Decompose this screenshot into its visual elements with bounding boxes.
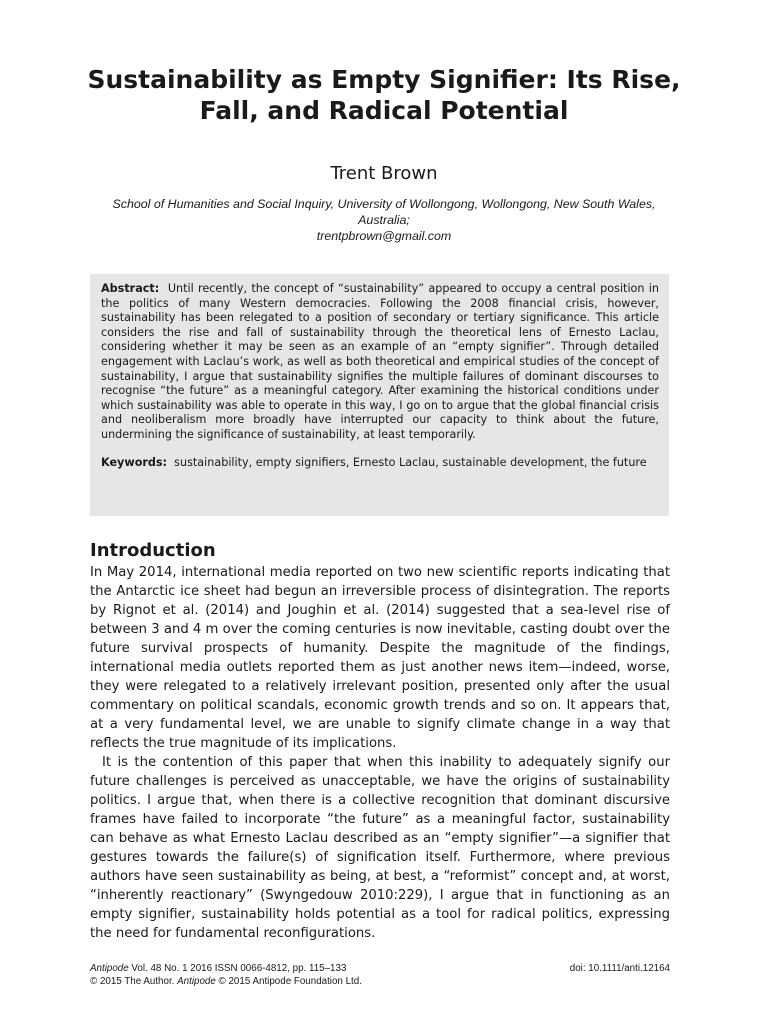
copyright-journal: Antipode <box>177 976 216 987</box>
keywords-text: sustainability, empty signifiers, Ernesto Laclau, sustainable development, the future <box>174 455 647 469</box>
footer-citation-row <box>90 962 670 975</box>
keywords-label: Keywords: <box>101 455 168 469</box>
footer-journal: Antipode <box>90 963 129 974</box>
paper-title: Sustainability as Empty Signifier: Its Rise, Fall, and Radical Potential <box>87 65 681 125</box>
abstract-box <box>90 274 669 516</box>
body-paragraph: It is the contention of this paper that when this inability to adequately signify our future challenges is perceived as unacceptable, we have the origins of sustainability politics. I argue that, when there is a collective recognition that dominant discursive frames have failed to incorporate “the future” as a meaningful factor, sustainability can behave as what Ernesto Laclau described as an “empty signifier”—a signifier that gestures towards the failure(s) of signification itself. Furthermore, where previous authors have seen sustainability as being, at best, a “reformist” concept and, at worst, “inherently reactionary” (Swyngedouw 2010:229), I argue that in functioning as an empty signifier, sustainability holds potential as a tool for radical politics, expressing the need for fundamental reconfigurations. <box>90 755 670 941</box>
author-name: Trent Brown <box>330 163 438 184</box>
footer-copyright <box>90 975 670 988</box>
footer-citation <box>90 962 346 975</box>
body-paragraph: In May 2014, international media reported on two new scientific reports indicating that the Antarctic ice sheet had begun an irreversible process of disintegration. The reports by Rignot et al. (2014) and Joughin et al. (2014) suggested that a sea-level rise of between 3 and 4 m over the coming centuries is now inevitable, casting doubt over the future survival prospects of humanity. Despite the magnitude of the findings, international media outlets reported them as just another news item—indeed, worse, they were relegated to a relatively irrelevant position, presented only after the usual commentary on political scandals, economic growth trends and so on. It appears that, at a very fundamental level, we are unable to signify climate change in a way that reflects the true magnitude of its implications. <box>90 565 670 751</box>
abstract-paragraph <box>101 282 659 443</box>
page-footer <box>90 962 670 988</box>
footer-doi[interactable]: doi: 10.1111/anti.12164 <box>569 963 670 974</box>
footer-volume: Vol. 48 No. 1 2016 ISSN 0066-4812, pp. 115–133 <box>131 963 347 974</box>
affiliation-email[interactable]: trentpbrown@gmail.com <box>316 229 452 243</box>
introduction-body <box>90 563 670 943</box>
copyright-suffix: © 2015 Antipode Foundation Ltd. <box>218 976 362 987</box>
introduction-heading: Introduction <box>90 540 216 561</box>
abstract-label: Abstract: <box>101 282 160 295</box>
author-affiliation <box>88 196 680 244</box>
affiliation-institution: School of Humanities and Social Inquiry, University of Wollongong, Wollongong, New South Wales, Australia; <box>112 197 656 227</box>
abstract-text: Until recently, the concept of “sustainability” appeared to occupy a central position in the politics of many Western democracies. Following the 2008 financial crisis, however, sustainability has been relegated to a position of secondary or tertiary significance. This article considers the rise and fall of sustainability through the theoretical lens of Ernesto Laclau, considering whether it may be seen as an example of an “empty signifier”. Through detailed engagement with Laclau’s work, as well as both theoretical and empirical studies of the concept of sustainability, I argue that sustainability signifies the multiple failures of dominant discourses to recognise “the future” as a meaningful category. After examining the historical conditions under which sustainability was able to operate in this way, I go on to argue that the global financial crisis and neoliberalism more broadly have interrupted our capacity to think about the future, undermining the significance of sustainability, at least temporarily. <box>101 282 659 441</box>
keywords-paragraph <box>101 456 659 471</box>
copyright-prefix: © 2015 The Author. <box>90 976 175 987</box>
